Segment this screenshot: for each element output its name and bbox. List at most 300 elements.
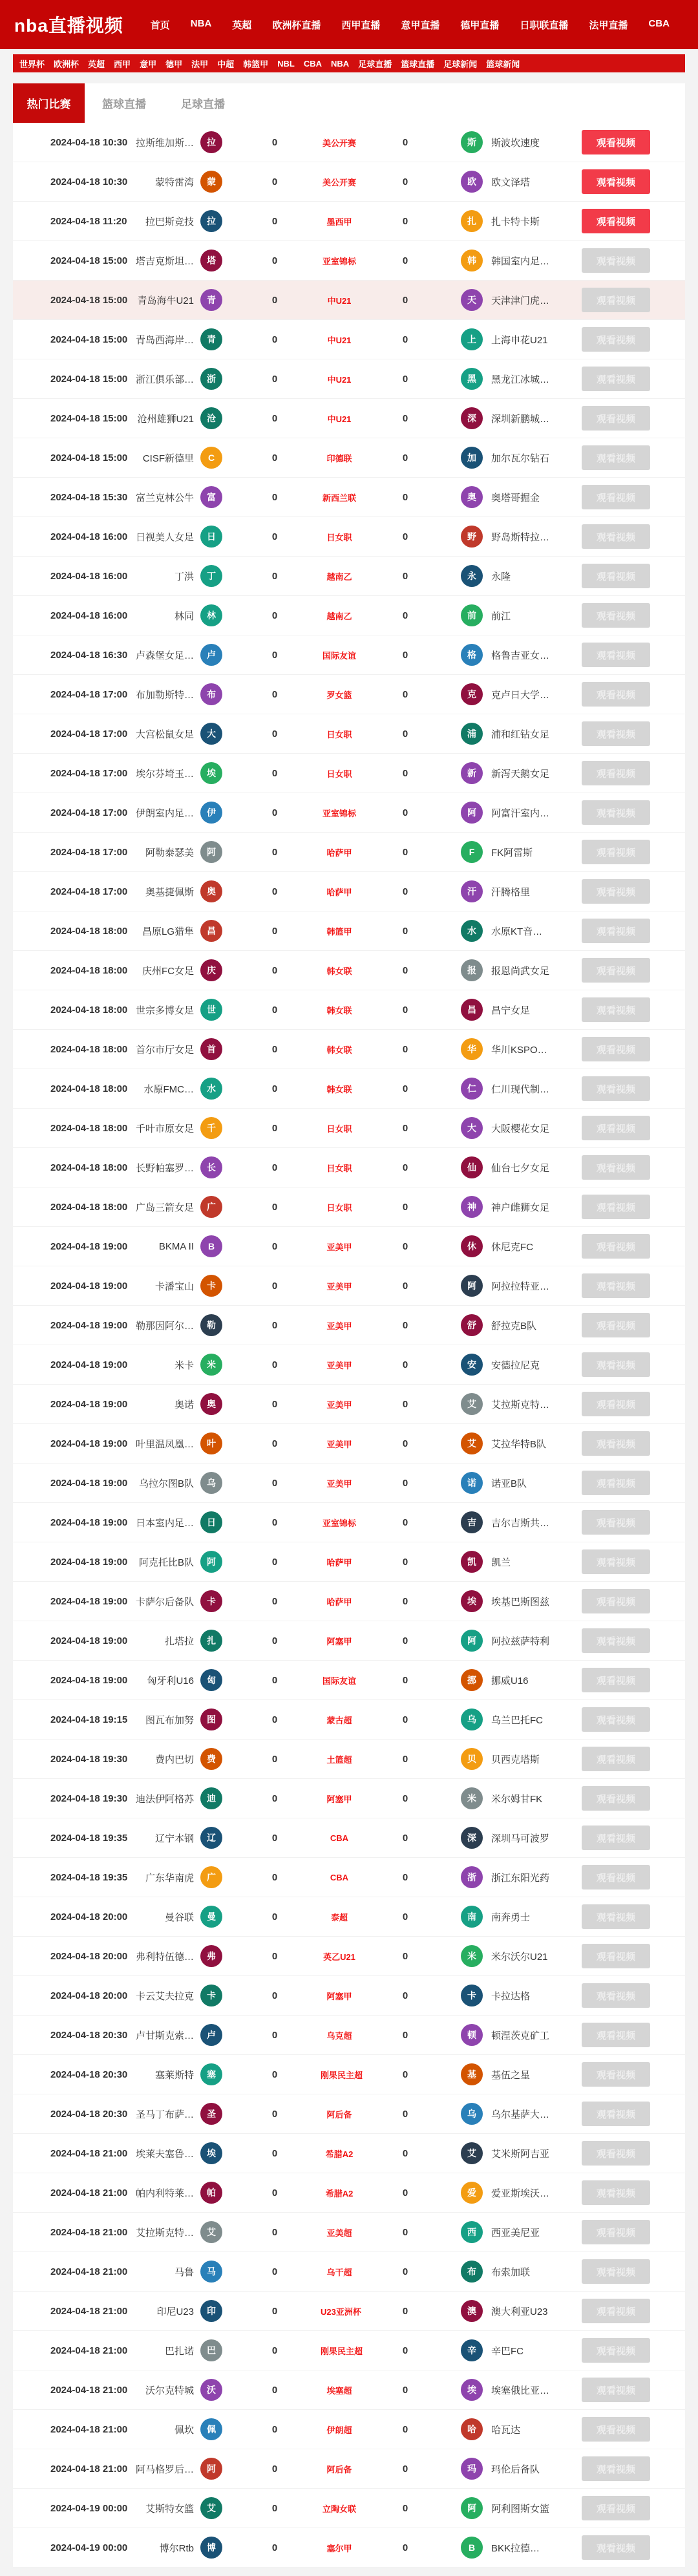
league-name: 越南乙 <box>326 571 352 582</box>
watch-video-button[interactable]: 观看视频 <box>582 2378 650 2402</box>
watch-video-button[interactable]: 观看视频 <box>582 485 650 509</box>
watch-video-button[interactable]: 观看视频 <box>582 1273 650 1298</box>
watch-video-button[interactable]: 观看视频 <box>582 919 650 943</box>
away-logo-cell <box>452 880 491 902</box>
watch-video-button[interactable]: 观看视频 <box>582 2141 650 2166</box>
watch-video-button[interactable]: 观看视频 <box>582 800 650 825</box>
nav-item-0[interactable]: 首页 <box>150 19 170 31</box>
away-score: 0 <box>402 1911 408 1922</box>
subnav-item-2[interactable]: 英超 <box>88 59 105 69</box>
watch-video-button[interactable]: 观看视频 <box>582 682 650 707</box>
home-team-name: CISF新德里 <box>142 452 194 464</box>
away-team-logo-icon: 澳 <box>461 2300 483 2322</box>
match-row[interactable] <box>13 1069 685 1109</box>
watch-video-button[interactable]: 观看视频 <box>582 1313 650 1337</box>
watch-button-cell <box>582 958 685 983</box>
watch-video-button[interactable]: 观看视频 <box>582 1352 650 1377</box>
home-score: 0 <box>271 255 278 266</box>
away-team-logo-icon: 韩 <box>461 250 483 271</box>
home-team-name: 图瓦布加努 <box>145 1714 194 1726</box>
home-score: 0 <box>271 1517 278 1528</box>
away-team-name: 前江 <box>491 610 511 622</box>
home-team-name: 富兰克林公牛 <box>135 492 194 504</box>
home-score: 0 <box>271 767 278 779</box>
match-row[interactable] <box>13 202 685 241</box>
match-row[interactable] <box>13 1424 685 1464</box>
match-row[interactable] <box>13 2292 685 2331</box>
watch-video-button[interactable]: 观看视频 <box>582 721 650 746</box>
subnav-item-3[interactable]: 西甲 <box>114 59 131 69</box>
home-team-logo-icon: 广 <box>200 1866 222 1888</box>
home-team-logo-icon: 日 <box>200 1511 222 1533</box>
main-nav <box>151 18 670 32</box>
watch-button-cell <box>582 2496 685 2520</box>
away-team-logo-icon: 克 <box>461 683 483 705</box>
watch-video-button[interactable]: 观看视频 <box>582 1747 650 1771</box>
watch-button-cell <box>582 485 685 509</box>
match-row[interactable] <box>13 241 685 281</box>
watch-button-cell <box>582 919 685 943</box>
away-logo-cell <box>452 131 491 153</box>
watch-video-button[interactable]: 观看视频 <box>582 1037 650 1061</box>
match-row[interactable] <box>13 951 685 990</box>
league-name: CBA <box>330 1833 349 1843</box>
away-score: 0 <box>402 1083 408 1094</box>
league-name: 泰超 <box>330 1912 348 1922</box>
away-score: 0 <box>402 136 408 148</box>
watch-button-cell <box>582 879 685 904</box>
watch-video-button[interactable]: 观看视频 <box>582 1826 650 1850</box>
watch-video-button[interactable]: 观看视频 <box>582 1431 650 1456</box>
home-team-logo-icon: 浙 <box>200 368 222 390</box>
watch-video-button[interactable]: 观看视频 <box>582 2180 650 2205</box>
match-row[interactable] <box>13 2449 685 2489</box>
watch-video-button[interactable]: 观看视频 <box>582 327 650 352</box>
league-name: 日女职 <box>326 1163 352 1173</box>
match-row[interactable] <box>13 399 685 438</box>
match-row[interactable] <box>13 2410 685 2449</box>
away-logo-cell <box>452 1235 491 1257</box>
away-team-logo-icon: 艾 <box>461 1393 483 1415</box>
away-score: 0 <box>402 728 408 740</box>
league-name: 哈萨甲 <box>326 847 352 858</box>
home-team-name: 千叶市原女足 <box>135 1123 194 1134</box>
nav-item-5[interactable]: 意甲直播 <box>401 19 440 31</box>
away-team-logo-icon: 阿 <box>461 2497 483 2519</box>
match-time: 2024-04-18 19:15 <box>50 1714 128 1725</box>
match-time: 2024-04-18 20:00 <box>50 1911 128 1922</box>
away-logo-cell <box>452 2379 491 2401</box>
match-row[interactable] <box>13 1700 685 1740</box>
away-team-name: 天津津门虎… <box>491 295 550 306</box>
nav-item-1[interactable]: NBA <box>190 17 212 29</box>
away-score: 0 <box>402 373 408 385</box>
watch-video-button[interactable]: 观看视频 <box>582 2496 650 2520</box>
subnav-item-5[interactable]: 德甲 <box>165 59 183 69</box>
home-score: 0 <box>271 2542 278 2553</box>
away-score: 0 <box>402 964 408 976</box>
match-row[interactable] <box>13 2055 685 2094</box>
match-row[interactable] <box>13 1227 685 1266</box>
watch-button-cell <box>582 1392 685 1416</box>
watch-video-button[interactable]: 观看视频 <box>582 2062 650 2087</box>
match-row[interactable] <box>13 1897 685 1937</box>
tab-item-2[interactable]: 足球直播 <box>181 98 225 111</box>
match-row[interactable] <box>13 675 685 714</box>
home-logo-cell <box>194 2063 229 2085</box>
subnav-item-9[interactable]: NBL <box>277 58 295 69</box>
watch-video-button[interactable]: 观看视频 <box>582 1510 650 1535</box>
home-score: 0 <box>271 1556 278 1568</box>
home-logo-cell <box>194 131 229 153</box>
match-time: 2024-04-18 20:30 <box>50 2108 128 2120</box>
match-row[interactable] <box>13 1858 685 1897</box>
away-logo-cell <box>452 1038 491 1060</box>
match-row[interactable] <box>13 1266 685 1306</box>
home-logo-cell <box>194 250 229 271</box>
nav-item-7[interactable]: 日职联直播 <box>520 19 569 31</box>
home-logo-cell <box>194 1827 229 1849</box>
subnav-item-14[interactable]: 足球新闻 <box>443 59 478 69</box>
league-name: 阿塞甲 <box>326 1794 352 1804</box>
away-team-name: 乌尔基萨大… <box>491 2109 550 2120</box>
away-score: 0 <box>402 334 408 345</box>
away-team-name: 米尔姆甘FK <box>491 1793 543 1805</box>
match-time: 2024-04-18 15:00 <box>50 452 128 463</box>
watch-video-button[interactable]: 观看视频 <box>582 2102 650 2126</box>
watch-video-button[interactable]: 观看视频 <box>582 130 650 154</box>
watch-video-button[interactable]: 观看视频 <box>582 840 650 864</box>
home-logo-cell <box>194 959 229 981</box>
match-row[interactable] <box>13 911 685 951</box>
watch-video-button[interactable]: 观看视频 <box>582 2259 650 2284</box>
watch-video-button[interactable]: 观看视频 <box>582 248 650 273</box>
subnav-item-8[interactable]: 韩篮甲 <box>243 59 269 69</box>
tab-item-1[interactable]: 篮球直播 <box>102 98 146 111</box>
watch-video-button[interactable]: 观看视频 <box>582 1234 650 1259</box>
match-row[interactable] <box>13 1937 685 1976</box>
match-row[interactable] <box>13 1740 685 1779</box>
home-score: 0 <box>271 1043 278 1055</box>
match-row[interactable] <box>13 320 685 359</box>
match-time: 2024-04-18 10:30 <box>50 176 128 187</box>
watch-button-cell <box>582 2180 685 2205</box>
nav-item-8[interactable]: 法甲直播 <box>589 19 628 31</box>
away-team-logo-icon: 上 <box>461 328 483 350</box>
match-row[interactable] <box>13 2528 685 2568</box>
home-score: 0 <box>271 925 278 937</box>
match-row[interactable] <box>13 1306 685 1345</box>
match-row[interactable] <box>13 557 685 596</box>
away-score: 0 <box>402 2108 408 2120</box>
match-row[interactable] <box>13 1582 685 1621</box>
away-team-name: 艾拉斯克特… <box>491 1399 550 1410</box>
home-team-name: 阿克托比B队 <box>138 1557 194 1568</box>
match-row[interactable] <box>13 872 685 911</box>
match-row[interactable] <box>13 635 685 675</box>
watch-video-button[interactable]: 观看视频 <box>582 1076 650 1101</box>
match-row[interactable] <box>13 2370 685 2410</box>
watch-video-button[interactable]: 观看视频 <box>582 1589 650 1613</box>
watch-video-button[interactable]: 观看视频 <box>582 1786 650 1811</box>
nav-item-9[interactable]: CBA <box>648 17 670 29</box>
match-row[interactable] <box>13 754 685 793</box>
away-team-logo-icon: 爱 <box>461 2182 483 2204</box>
nav-item-4[interactable]: 西甲直播 <box>341 19 381 31</box>
watch-video-button[interactable]: 观看视频 <box>582 879 650 904</box>
away-logo-cell <box>452 447 491 469</box>
match-time: 2024-04-18 19:30 <box>50 1793 128 1804</box>
away-score: 0 <box>402 491 408 503</box>
away-team-logo-icon: 西 <box>461 2221 483 2243</box>
watch-button-cell <box>582 1707 685 1732</box>
home-team-logo-icon: 奥 <box>200 1393 222 1415</box>
watch-button-cell <box>582 327 685 352</box>
match-row[interactable] <box>13 793 685 833</box>
match-row[interactable] <box>13 714 685 754</box>
match-time: 2024-04-18 19:00 <box>50 1398 128 1410</box>
away-score: 0 <box>402 2384 408 2396</box>
watch-video-button[interactable]: 观看视频 <box>582 1904 650 1929</box>
watch-video-button[interactable]: 观看视频 <box>582 524 650 549</box>
watch-video-button[interactable]: 观看视频 <box>582 643 650 667</box>
home-team-name: 拉巴斯竞技 <box>145 216 194 228</box>
away-logo-cell <box>452 2418 491 2440</box>
league-name: 韩女联 <box>326 1005 352 1016</box>
match-row[interactable] <box>13 1976 685 2016</box>
watch-video-button[interactable]: 观看视频 <box>582 1983 650 2008</box>
match-row[interactable] <box>13 990 685 1030</box>
home-team-logo-icon: 首 <box>200 1038 222 1060</box>
match-time: 2024-04-18 18:00 <box>50 1043 128 1055</box>
away-logo-cell <box>452 2103 491 2125</box>
home-score: 0 <box>271 1950 278 1962</box>
match-time: 2024-04-19 00:00 <box>50 2502 128 2514</box>
away-logo-cell <box>452 2300 491 2322</box>
away-team-name: 黑龙江冰城… <box>491 374 550 385</box>
subnav-item-1[interactable]: 欧洲杯 <box>54 59 79 69</box>
away-score: 0 <box>402 1398 408 1410</box>
match-time: 2024-04-18 19:35 <box>50 1871 128 1883</box>
away-score: 0 <box>402 1556 408 1568</box>
home-team-logo-icon: 博 <box>200 2537 222 2559</box>
match-time: 2024-04-18 11:20 <box>50 215 127 227</box>
watch-video-button[interactable]: 观看视频 <box>582 1668 650 1692</box>
subnav-item-12[interactable]: 足球直播 <box>358 59 392 69</box>
watch-video-button[interactable]: 观看视频 <box>582 1155 650 1180</box>
match-row[interactable] <box>13 1187 685 1227</box>
away-team-logo-icon: 卡 <box>461 1985 483 2007</box>
watch-video-button[interactable]: 观看视频 <box>582 1707 650 1732</box>
home-logo-cell <box>194 1038 229 1060</box>
match-row[interactable] <box>13 359 685 399</box>
away-score: 0 <box>402 2463 408 2475</box>
away-logo-cell <box>452 565 491 587</box>
watch-video-button[interactable]: 观看视频 <box>582 2220 650 2244</box>
match-time: 2024-04-18 16:00 <box>50 570 128 582</box>
match-row[interactable] <box>13 517 685 557</box>
subnav-item-13[interactable]: 篮球直播 <box>401 59 435 69</box>
away-team-logo-icon: 贝 <box>461 1748 483 1770</box>
away-team-name: 艾米斯阿吉亚 <box>491 2148 550 2160</box>
away-team-name: 深圳新鹏城… <box>491 413 550 425</box>
home-team-logo-icon: 卢 <box>200 644 222 666</box>
match-row[interactable] <box>13 1503 685 1542</box>
home-team-logo-icon: 青 <box>200 328 222 350</box>
home-score: 0 <box>271 1595 278 1607</box>
home-team-name: 奥基捷佩斯 <box>145 886 194 898</box>
league-name: 亚室锦标 <box>322 808 356 818</box>
league-name: 乌克超 <box>326 2030 352 2041</box>
away-team-logo-icon: F <box>461 841 483 863</box>
match-row[interactable] <box>13 1542 685 1582</box>
match-row[interactable] <box>13 1385 685 1424</box>
watch-video-button[interactable]: 观看视频 <box>582 209 650 233</box>
watch-video-button[interactable]: 观看视频 <box>582 2535 650 2560</box>
match-row[interactable] <box>13 1109 685 1148</box>
match-row[interactable] <box>13 1148 685 1187</box>
home-logo-cell <box>194 2497 229 2519</box>
match-time: 2024-04-18 15:00 <box>50 412 128 424</box>
watch-video-button[interactable]: 观看视频 <box>582 1549 650 1574</box>
watch-video-button[interactable]: 观看视频 <box>582 2456 650 2481</box>
match-row[interactable] <box>13 2489 685 2528</box>
watch-video-button[interactable]: 观看视频 <box>582 1944 650 1968</box>
match-row[interactable] <box>13 438 685 478</box>
match-row[interactable] <box>13 1030 685 1069</box>
nav-item-3[interactable]: 欧洲杯直播 <box>272 19 321 31</box>
match-row[interactable] <box>13 2252 685 2292</box>
watch-video-button[interactable]: 观看视频 <box>582 958 650 983</box>
home-team-logo-icon: 匈 <box>200 1669 222 1691</box>
away-score: 0 <box>402 1714 408 1725</box>
match-row[interactable] <box>13 1779 685 1818</box>
match-time: 2024-04-19 00:00 <box>50 2542 128 2553</box>
subnav-item-0[interactable]: 世界杯 <box>19 59 45 69</box>
away-team-logo-icon: 仁 <box>461 1078 483 1100</box>
watch-video-button[interactable]: 观看视频 <box>582 603 650 628</box>
watch-video-button[interactable]: 观看视频 <box>582 169 650 194</box>
away-team-logo-icon: 天 <box>461 289 483 311</box>
away-team-logo-icon: 深 <box>461 1827 483 1849</box>
match-row[interactable] <box>13 1464 685 1503</box>
match-row[interactable] <box>13 2331 685 2370</box>
watch-video-button[interactable]: 观看视频 <box>582 2299 650 2323</box>
away-score: 0 <box>402 1359 408 1370</box>
match-row[interactable] <box>13 1345 685 1385</box>
match-time: 2024-04-18 15:00 <box>50 334 128 345</box>
subnav-item-15[interactable]: 篮球新闻 <box>486 59 520 69</box>
match-time: 2024-04-18 18:00 <box>50 1004 128 1016</box>
watch-video-button[interactable]: 观看视频 <box>582 2417 650 2442</box>
watch-button-cell <box>582 1865 685 1889</box>
match-row[interactable] <box>13 1661 685 1700</box>
league-name: 日女职 <box>326 769 352 779</box>
away-team-logo-icon: 神 <box>461 1196 483 1218</box>
away-team-logo-icon: 阿 <box>461 1275 483 1297</box>
tab-item-0[interactable]: 热门比赛 <box>13 83 85 123</box>
watch-video-button[interactable]: 观看视频 <box>582 564 650 588</box>
match-row[interactable] <box>13 478 685 517</box>
watch-video-button[interactable]: 观看视频 <box>582 1628 650 1653</box>
watch-video-button[interactable]: 观看视频 <box>582 1392 650 1416</box>
subnav-item-7[interactable]: 中超 <box>217 59 235 69</box>
home-team-name: 费内巴切 <box>154 1754 194 1765</box>
watch-video-button[interactable]: 观看视频 <box>582 406 650 431</box>
nav-item-6[interactable]: 德甲直播 <box>460 19 500 31</box>
subnav-item-11[interactable]: NBA <box>331 58 350 69</box>
match-time: 2024-04-18 18:00 <box>50 925 128 937</box>
match-row[interactable] <box>13 2173 685 2213</box>
home-logo-cell <box>194 2221 229 2243</box>
home-logo-cell <box>194 1985 229 2007</box>
nav-item-2[interactable]: 英超 <box>232 19 252 31</box>
home-logo-cell <box>194 1078 229 1100</box>
match-row[interactable] <box>13 1621 685 1661</box>
away-team-logo-icon: B <box>461 2537 483 2559</box>
watch-video-button[interactable]: 观看视频 <box>582 288 650 312</box>
match-row[interactable] <box>13 1818 685 1858</box>
subnav-item-10[interactable]: CBA <box>303 58 323 69</box>
subnav-item-4[interactable]: 意甲 <box>140 59 157 69</box>
match-row[interactable] <box>13 2094 685 2134</box>
watch-video-button[interactable]: 观看视频 <box>582 1865 650 1889</box>
match-row[interactable] <box>13 281 685 320</box>
subnav-item-6[interactable]: 法甲 <box>191 59 209 69</box>
home-score: 0 <box>271 964 278 976</box>
match-row[interactable] <box>13 833 685 872</box>
home-team-name: 巴扎诺 <box>164 2345 194 2357</box>
home-team-name: 卡潘宝山 <box>154 1281 194 1292</box>
home-team-logo-icon: 曼 <box>200 1906 222 1928</box>
away-team-logo-icon: 报 <box>461 959 483 981</box>
away-logo-cell <box>452 604 491 626</box>
away-team-name: 欧文泽塔 <box>491 176 531 188</box>
watch-video-button[interactable]: 观看视频 <box>582 761 650 785</box>
match-time: 2024-04-18 16:00 <box>50 531 128 542</box>
match-row[interactable] <box>13 2016 685 2055</box>
away-team-logo-icon: 艾 <box>461 1432 483 1454</box>
watch-video-button[interactable]: 观看视频 <box>582 2023 650 2047</box>
watch-video-button[interactable]: 观看视频 <box>582 2338 650 2363</box>
match-row[interactable] <box>13 2213 685 2252</box>
match-row[interactable] <box>13 596 685 635</box>
home-score: 0 <box>271 728 278 740</box>
home-team-name: 帕内利特莱… <box>135 2187 194 2199</box>
watch-video-button[interactable]: 观看视频 <box>582 1195 650 1219</box>
away-team-name: 阿富汗室内… <box>491 807 550 819</box>
home-team-logo-icon: 卡 <box>200 1985 222 2007</box>
watch-video-button[interactable]: 观看视频 <box>582 367 650 391</box>
watch-button-cell <box>582 2456 685 2481</box>
match-row[interactable] <box>13 123 685 162</box>
league-name: 阿后备 <box>326 2464 352 2475</box>
match-row[interactable] <box>13 162 685 202</box>
watch-button-cell <box>582 1116 685 1140</box>
home-team-logo-icon: 艾 <box>200 2497 222 2519</box>
away-logo-cell <box>452 1827 491 1849</box>
watch-video-button[interactable]: 观看视频 <box>582 445 650 470</box>
match-time: 2024-04-18 15:00 <box>50 294 128 306</box>
watch-video-button[interactable]: 观看视频 <box>582 1116 650 1140</box>
league-name: 中U21 <box>327 374 352 385</box>
match-time: 2024-04-18 19:00 <box>50 1319 128 1331</box>
away-team-logo-icon: 凯 <box>461 1551 483 1573</box>
match-row[interactable] <box>13 2134 685 2173</box>
watch-video-button[interactable]: 观看视频 <box>582 1471 650 1495</box>
watch-video-button[interactable]: 观看视频 <box>582 997 650 1022</box>
home-score: 0 <box>271 491 278 503</box>
